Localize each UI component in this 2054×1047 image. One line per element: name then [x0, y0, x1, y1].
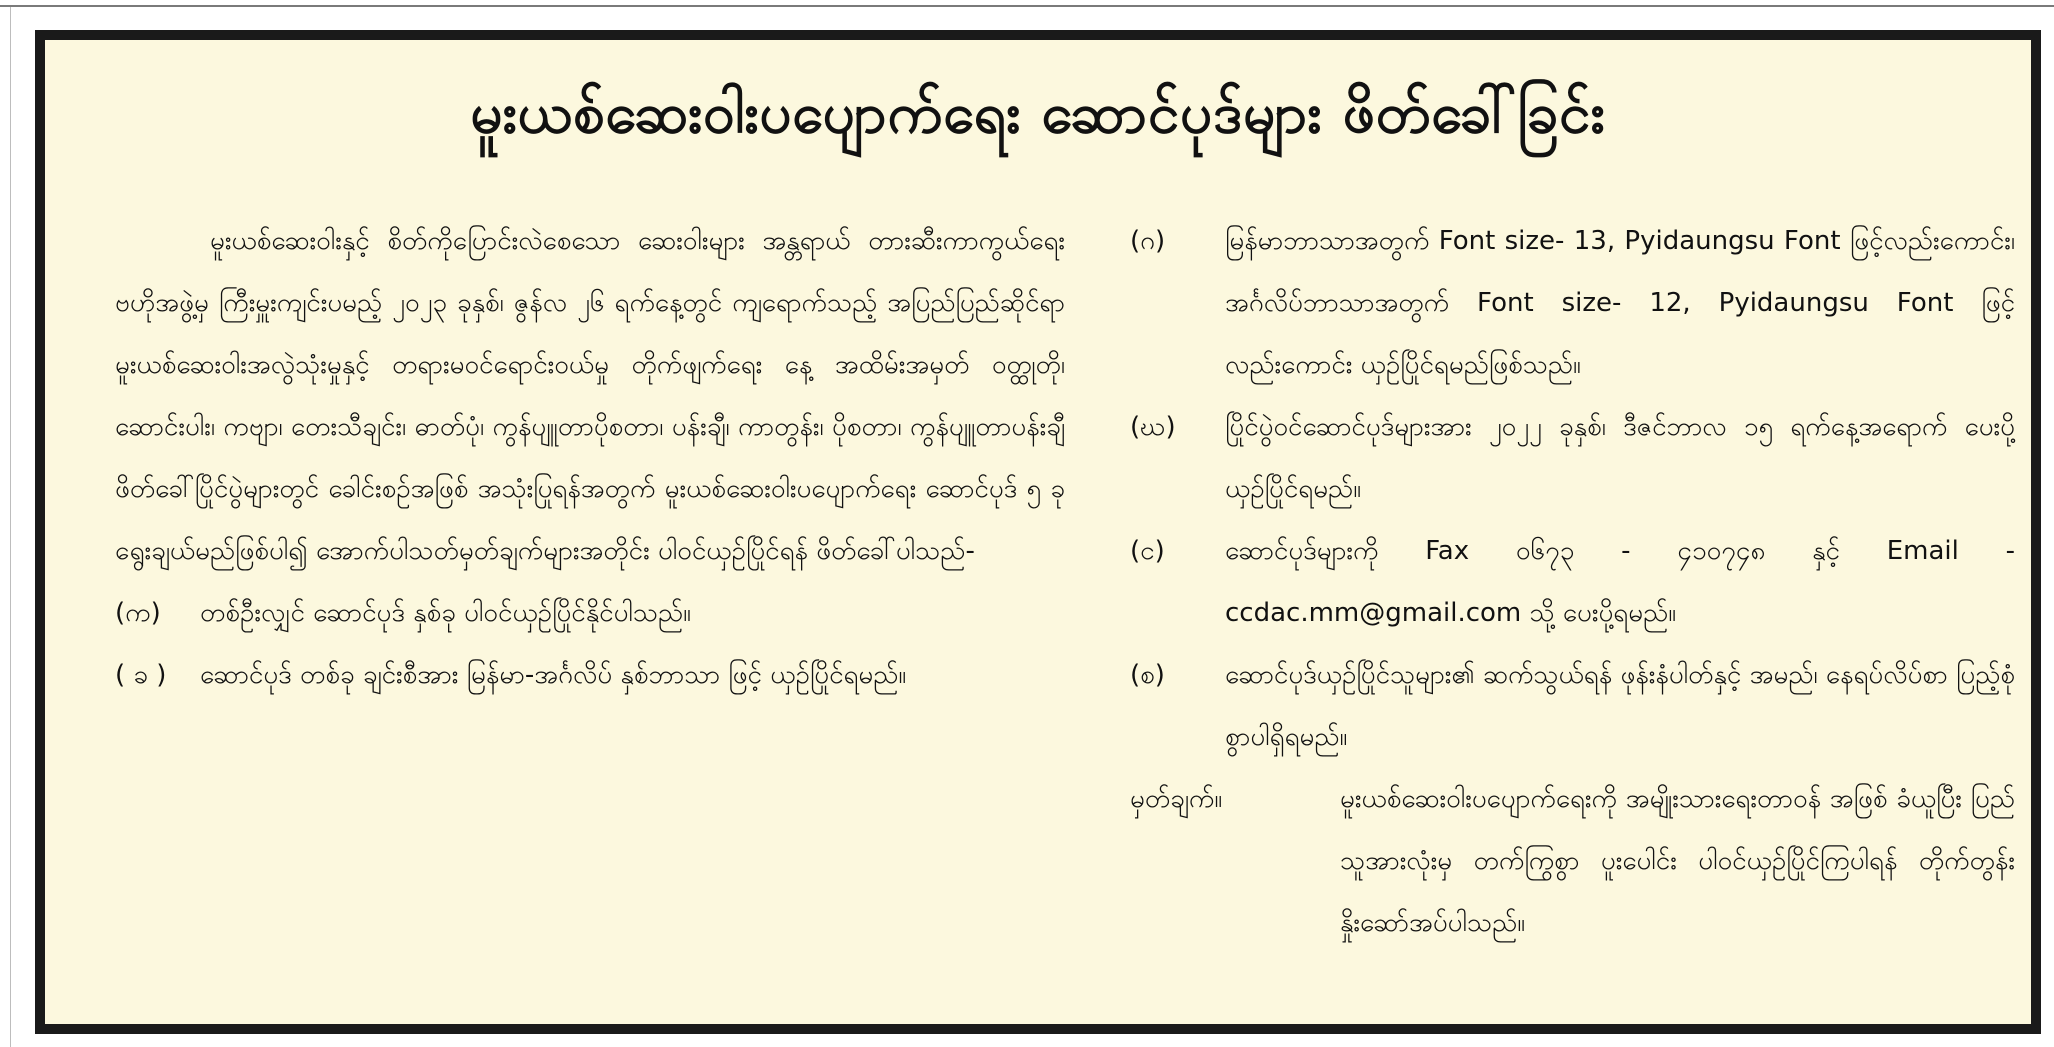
page-edge-line [10, 7, 11, 1047]
rule-kha [115, 644, 1065, 706]
rule-text: မြန်မာဘာသာအတွက် Font size- 13, Pyidaungsu Font ဖြင့်လည်းကောင်း၊ အင်္ဂလိပ်ဘာသာအတွက် Font size- 12, Pyidaungsu Font ဖြင့်လည်းကောင်း ယှဉ်ပြိုင်ရမည်ဖြစ်သည်။ [1225, 226, 2015, 380]
rule-marker: (ဃ) [1130, 412, 1176, 442]
rule-ka [115, 582, 1065, 644]
note-text: မူးယစ်ဆေးဝါးပပျောက်ရေးကို အမျိုးသားရေးတာဝန် အဖြစ် ခံယူပြီး ပြည်သူအားလုံးမှ တက်ကြွစွာ ပူးပေါင်း ပါဝင်ယှဉ်ပြိုင်ကြပါရန် တိုက်တွန်းနှိုးဆော်အပ်ပါသည်။ [1340, 784, 2015, 938]
rule-text: ဆောင်ပုဒ် တစ်ခု ချင်းစီအား မြန်မာ-အင်္ဂလိပ် နှစ်ဘာသာ ဖြင့် ယှဉ်ပြိုင်ရမည်။ [200, 660, 907, 690]
intro-paragraph: မူးယစ်ဆေးဝါးနှင့် စိတ်ကိုပြောင်းလဲစေသော ဆေးဝါးများ အန္တရာယ် တားဆီးကာကွယ်ရေးဗဟိုအဖွဲ့မှ ကြီးမှူးကျင်းပမည့် ၂၀၂၃ ခုနှစ်၊ ဇွန်လ ၂၆ ရက်နေ့တွင် ကျရောက်သည့် အပြည်ပြည်ဆိုင်ရာ မူးယစ်ဆေးဝါးအလွဲသုံးမှုနှင့် တရားမဝင်ရောင်းဝယ်မှု တိုက်ဖျက်ရေး နေ့ အထိမ်းအမှတ် ဝတ္ထုတို၊ ဆောင်းပါး၊ ကဗျာ၊ တေးသီချင်း၊ ဓာတ်ပုံ၊ ကွန်ပျူတာပိုစတာ၊ ပန်းချီ၊ ကာတွန်း၊ ပိုစတာ၊ ကွန်ပျူတာပန်းချီ ဖိတ်ခေါ်ပြိုင်ပွဲများတွင် ခေါင်းစဉ်အဖြစ် အသုံးပြုရန်အတွက် မူးယစ်ဆေးဝါးပပျောက်ရေး ဆောင်ပုဒ် ၅ ခု ရွေးချယ်မည်ဖြစ်ပါ၍ အောက်ပါသတ်မှတ်ချက်များအတိုင်း ပါဝင်ယှဉ်ပြိုင်ရန် ဖိတ်ခေါ်ပါသည်- [115, 226, 1065, 566]
rule-ga [1130, 210, 2015, 396]
top-rule [0, 5, 2054, 7]
rule-marker: (က) [115, 598, 161, 628]
rule-sa [1130, 644, 2015, 768]
rule-marker: ( ခ ) [115, 660, 167, 690]
rule-marker: (င) [1130, 536, 1165, 566]
right-column [1130, 210, 2015, 954]
rule-nga [1130, 520, 2015, 644]
rule-text: တစ်ဦးလျှင် ဆောင်ပုဒ် နှစ်ခု ပါဝင်ယှဉ်ပြိုင်နိုင်ပါသည်။ [200, 598, 692, 628]
notice-title: မူးယစ်ဆေးဝါးပပျောက်ရေး ဆောင်ပုဒ်များ ဖိတ်ခေါ်ခြင်း [470, 81, 1606, 146]
rule-text: ဆောင်ပုဒ်များကို Fax ၀၆၇၃ - ၄၁၀၇၄၈ နှင့် Email - ccdac.mm@gmail.com သို့ ပေးပို့ရမည်။ [1225, 536, 2015, 628]
rule-gha [1130, 396, 2015, 520]
rule-text: ဆောင်ပုဒ်ယှဉ်ပြိုင်သူများ၏ ဆက်သွယ်ရန် ဖုန်းနံပါတ်နှင့် အမည်၊ နေရပ်လိပ်စာ ပြည့်စုံစွာပါရှိရမည်။ [1225, 660, 2015, 752]
rule-marker: (စ) [1130, 660, 1165, 690]
rule-marker: (ဂ) [1130, 226, 1166, 256]
notice-box [35, 30, 2041, 1034]
note-block [1130, 768, 2015, 954]
left-column [115, 210, 1065, 706]
rule-text: ပြိုင်ပွဲဝင်ဆောင်ပုဒ်များအား ၂၀၂၂ ခုနှစ်၊ ဒီဇင်ဘာလ ၁၅ ရက်နေ့အရောက် ပေးပို့ယှဉ်ပြိုင်ရမည်။ [1225, 412, 2015, 504]
note-label: မှတ်ချက်။ [1130, 784, 1223, 814]
